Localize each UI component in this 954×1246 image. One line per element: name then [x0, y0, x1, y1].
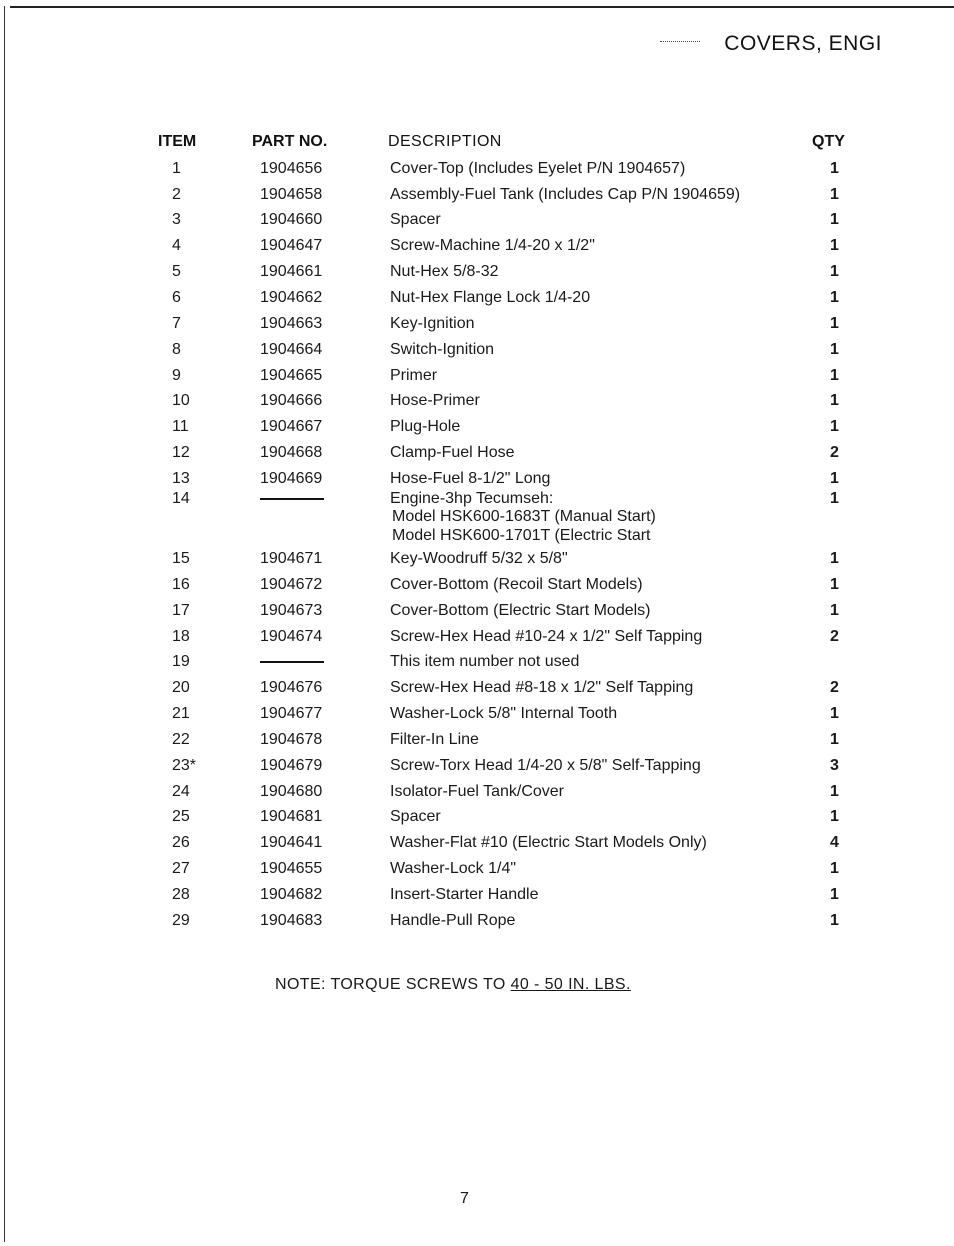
quantity: 1 — [830, 470, 839, 487]
table-row — [0, 679, 954, 701]
item-number: 23* — [172, 757, 197, 774]
quantity: 2 — [830, 444, 839, 461]
part-number: 1904680 — [260, 783, 323, 800]
item-number: 2 — [172, 186, 181, 203]
item-number: 1 — [172, 160, 181, 177]
quantity: 1 — [830, 315, 839, 332]
table-row — [0, 550, 954, 572]
item-number: 26 — [172, 834, 190, 851]
header-leader-line — [660, 41, 700, 43]
part-number: 1904661 — [260, 263, 323, 280]
table-row — [0, 808, 954, 830]
item-number: 27 — [172, 860, 190, 877]
part-number: 1904683 — [260, 912, 323, 929]
item-number: 28 — [172, 886, 190, 903]
part-number: 1904668 — [260, 444, 323, 461]
quantity: 2 — [830, 628, 839, 645]
item-number: 8 — [172, 341, 181, 358]
table-row — [0, 444, 954, 466]
quantity: 3 — [830, 757, 839, 774]
item-number: 16 — [172, 576, 190, 593]
column-header-item: ITEM — [158, 133, 197, 150]
item-number: 17 — [172, 602, 190, 619]
table-row — [0, 160, 954, 182]
table-row — [0, 705, 954, 727]
quantity: 1 — [830, 160, 839, 177]
part-number: 1904677 — [260, 705, 323, 722]
part-number: 1904667 — [260, 418, 323, 435]
table-row — [0, 289, 954, 311]
table-row — [0, 783, 954, 805]
part-number-blank — [260, 490, 324, 508]
table-row — [0, 186, 954, 208]
section-title: COVERS, ENGI — [724, 32, 882, 55]
quantity: 1 — [830, 289, 839, 306]
part-description: Spacer — [390, 808, 441, 825]
torque-note-value: 40 - 50 IN. LBS. — [510, 976, 631, 993]
page-number: 7 — [460, 1190, 469, 1207]
torque-note — [275, 976, 631, 994]
part-number: 1904655 — [260, 860, 323, 877]
item-number: 12 — [172, 444, 190, 461]
part-description: Insert-Starter Handle — [390, 886, 539, 903]
part-description: Cover-Bottom (Recoil Start Models) — [390, 576, 643, 593]
table-row — [0, 731, 954, 753]
item-number: 9 — [172, 367, 181, 384]
part-number: 1904660 — [260, 211, 323, 228]
part-number: 1904673 — [260, 602, 323, 619]
quantity: 1 — [830, 341, 839, 358]
quantity: 2 — [830, 679, 839, 696]
column-header-qty: QTY — [812, 133, 845, 150]
quantity: 1 — [830, 860, 839, 877]
part-description: Clamp-Fuel Hose — [390, 444, 515, 461]
table-row — [0, 757, 954, 779]
quantity: 1 — [830, 211, 839, 228]
table-row — [0, 860, 954, 882]
table-row — [0, 834, 954, 856]
part-description: Screw-Torx Head 1/4-20 x 5/8" Self-Tapping — [390, 757, 701, 774]
table-row — [0, 912, 954, 934]
item-number: 25 — [172, 808, 190, 825]
item-number: 11 — [172, 418, 189, 435]
table-row — [0, 367, 954, 389]
quantity: 1 — [830, 237, 839, 254]
part-description: Hose-Primer — [390, 392, 480, 409]
quantity: 1 — [830, 731, 839, 748]
quantity: 1 — [830, 602, 839, 619]
part-description: Primer — [390, 367, 438, 384]
part-description: Key-Woodruff 5/32 x 5/8" — [390, 550, 568, 567]
column-header-description: DESCRIPTION — [388, 133, 502, 150]
item-number: 5 — [172, 263, 181, 280]
part-description: Hose-Fuel 8-1/2" Long — [390, 470, 551, 487]
part-description: Cover-Bottom (Electric Start Models) — [390, 602, 651, 619]
table-row — [0, 628, 954, 650]
quantity: 1 — [830, 783, 839, 800]
part-number: 1904662 — [260, 289, 323, 306]
item-number: 21 — [172, 705, 190, 722]
table-row — [0, 418, 954, 440]
torque-note-prefix: NOTE: TORQUE SCREWS TO — [275, 976, 511, 993]
part-number: 1904674 — [260, 628, 323, 645]
part-number: 1904669 — [260, 470, 323, 487]
item-number: 18 — [172, 628, 190, 645]
item-number: 10 — [172, 392, 190, 409]
part-number-blank — [260, 653, 324, 671]
part-number: 1904678 — [260, 731, 323, 748]
part-number: 1904663 — [260, 315, 323, 332]
table-row — [0, 341, 954, 363]
engine-model-electric: Model HSK600-1701T (Electric Start — [392, 527, 651, 544]
part-description: Switch-Ignition — [390, 341, 495, 358]
part-description: Nut-Hex 5/8-32 — [390, 263, 499, 280]
quantity: 1 — [830, 263, 839, 280]
part-description: Screw-Machine 1/4-20 x 1/2" — [390, 237, 595, 254]
part-number: 1904641 — [260, 834, 323, 851]
part-description: Spacer — [390, 211, 441, 228]
quantity: 1 — [830, 418, 839, 435]
part-description: Assembly-Fuel Tank (Includes Cap P/N 1904659) — [390, 186, 741, 203]
table-row — [0, 653, 954, 675]
table-row — [0, 470, 954, 492]
part-description: Nut-Hex Flange Lock 1/4-20 — [390, 289, 591, 306]
item-number: 24 — [172, 783, 190, 800]
part-number: 1904658 — [260, 186, 323, 203]
part-number: 1904679 — [260, 757, 323, 774]
quantity: 1 — [830, 186, 839, 203]
item-number: 7 — [172, 315, 181, 332]
part-description: This item number not used — [390, 653, 580, 670]
part-description: Engine-3hp Tecumseh: — [390, 490, 554, 507]
table-row — [0, 886, 954, 908]
top-border-line — [10, 6, 954, 8]
quantity: 1 — [830, 367, 839, 384]
part-description: Washer-Flat #10 (Electric Start Models Only) — [390, 834, 707, 851]
part-number: 1904681 — [260, 808, 323, 825]
engine-model-manual: Model HSK600-1683T (Manual Start) — [392, 508, 656, 525]
column-header-part-no: PART NO. — [252, 133, 328, 150]
quantity: 1 — [830, 886, 839, 903]
item-number: 20 — [172, 679, 190, 696]
quantity: 1 — [830, 490, 839, 507]
item-number: 6 — [172, 289, 181, 306]
part-description: Plug-Hole — [390, 418, 461, 435]
item-number: 15 — [172, 550, 190, 567]
table-row — [0, 392, 954, 414]
part-description: Isolator-Fuel Tank/Cover — [390, 783, 564, 800]
table-row — [0, 263, 954, 285]
part-description: Screw-Hex Head #10-24 x 1/2" Self Tapping — [390, 628, 703, 645]
item-number: 22 — [172, 731, 190, 748]
item-number: 4 — [172, 237, 181, 254]
item-number: 29 — [172, 912, 190, 929]
part-number: 1904664 — [260, 341, 323, 358]
item-number: 13 — [172, 470, 190, 487]
part-number: 1904647 — [260, 237, 323, 254]
part-number: 1904676 — [260, 679, 323, 696]
quantity: 1 — [830, 576, 839, 593]
part-description: Screw-Hex Head #8-18 x 1/2" Self Tapping — [390, 679, 694, 696]
quantity: 1 — [830, 705, 839, 722]
part-number: 1904672 — [260, 576, 323, 593]
table-row — [0, 315, 954, 337]
quantity: 1 — [830, 392, 839, 409]
quantity: 1 — [830, 808, 839, 825]
quantity: 1 — [830, 912, 839, 929]
table-row — [0, 211, 954, 233]
part-number: 1904682 — [260, 886, 323, 903]
part-description: Washer-Lock 1/4" — [390, 860, 517, 877]
part-description: Filter-In Line — [390, 731, 479, 748]
item-number: 14 — [172, 490, 190, 507]
item-number: 3 — [172, 211, 181, 228]
item-number: 19 — [172, 653, 190, 670]
part-number: 1904666 — [260, 392, 323, 409]
table-row — [0, 237, 954, 259]
part-number: 1904665 — [260, 367, 323, 384]
quantity: 4 — [830, 834, 839, 851]
part-number: 1904671 — [260, 550, 323, 567]
table-row — [0, 602, 954, 624]
part-description: Handle-Pull Rope — [390, 912, 516, 929]
table-row — [0, 576, 954, 598]
part-description: Key-Ignition — [390, 315, 475, 332]
quantity: 1 — [830, 550, 839, 567]
part-number: 1904656 — [260, 160, 323, 177]
part-description: Washer-Lock 5/8" Internal Tooth — [390, 705, 618, 722]
part-description: Cover-Top (Includes Eyelet P/N 1904657) — [390, 160, 686, 177]
